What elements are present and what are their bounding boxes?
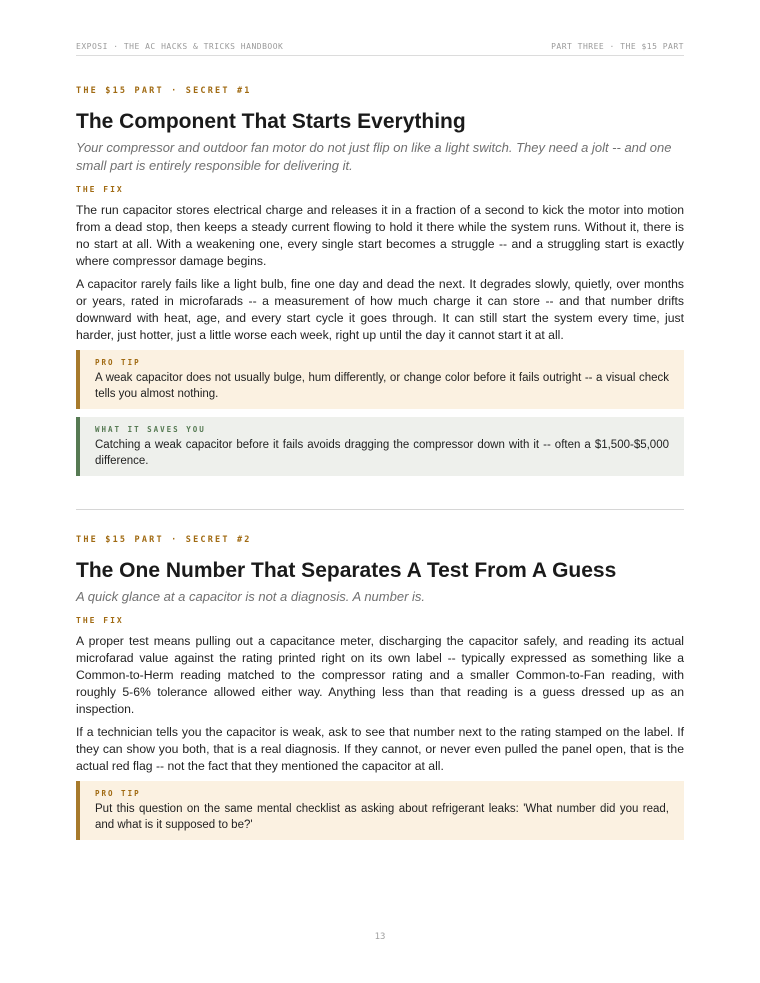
callout-text: Catching a weak capacitor before it fails avoids dragging the compressor down with it -- often a $1,500-$5,000 difference. [95,439,669,467]
header-book-title: EXPOSI · THE AC HACKS & TRICKS HANDBOOK [76,42,284,51]
section-eyebrow: THE $15 PART · SECRET #2 [76,535,252,545]
pro-tip-callout [76,350,684,409]
section-eyebrow: THE $15 PART · SECRET #1 [76,86,252,96]
running-header [76,42,684,56]
secret-section-2 [76,535,684,848]
page-number: 13 [374,932,386,942]
section-title: The Component That Starts Everything [76,110,466,133]
pro-tip-callout [76,781,684,840]
secret-section-1 [76,86,684,484]
savings-callout [76,417,684,476]
section-subhead: THE FIX [76,616,124,625]
body-paragraph: The run capacitor stores electrical charge and releases it in a fraction of a second to kick the motor into motion from a dead stop, then keeps a steady current flowing to hold it there while the system runs. Without it, there is no start at all. With a weakening one, every single start becomes a struggle -- and a struggling start is exactly where compressor damage begins. [76,203,684,268]
section-divider [76,509,684,510]
body-paragraph: If a technician tells you the capacitor is weak, ask to see that number next to the rating stamped on the label. If they can show you both, that is a real diagnosis. If they cannot, or never even pulled the panel open, that is the actual red flag -- not the fact that they mentioned the capacitor at all. [76,725,684,773]
callout-text: A weak capacitor does not usually bulge, hum differently, or change color before it fails outright -- a visual check tells you almost nothing. [95,372,669,400]
section-subhead: THE FIX [76,185,124,194]
body-paragraph: A capacitor rarely fails like a light bulb, fine one day and dead the next. It degrades slowly, quietly, over months or years, rated in microfarads -- a measurement of how much charge it can store -- and that number drifts downward with heat, age, and every start cycle it goes through. It can still start the system every time, just harder, just hotter, just a little worse each week, right up until the day it cannot start it at all. [76,277,684,342]
header-part-title: PART THREE · THE $15 PART [551,42,684,51]
section-title: The One Number That Separates A Test From A Guess [76,559,617,582]
callout-label: PRO TIP [95,789,141,798]
callout-text: Put this question on the same mental checklist as asking about refrigerant leaks: 'What number did you read, and what is it supposed to be?' [95,803,669,831]
callout-label: WHAT IT SAVES YOU [95,425,206,434]
section-subtitle: Your compressor and outdoor fan motor do not just flip on like a light switch. They need a jolt -- and one small part is entirely responsible for delivering it. [76,140,672,173]
body-paragraph: A proper test means pulling out a capacitance meter, discharging the capacitor safely, and reading its actual microfarad value against the rating printed right on its own label -- typically expressed as something like a Common-to-Herm reading matched to the compressor rating and a smaller Common-to-Fan reading, with roughly 5-6% tolerance allowed either way. Anything less than that reading is a guess dressed up as an inspection. [76,634,684,716]
callout-label: PRO TIP [95,358,141,367]
section-subtitle: A quick glance at a capacitor is not a diagnosis. A number is. [76,589,426,604]
